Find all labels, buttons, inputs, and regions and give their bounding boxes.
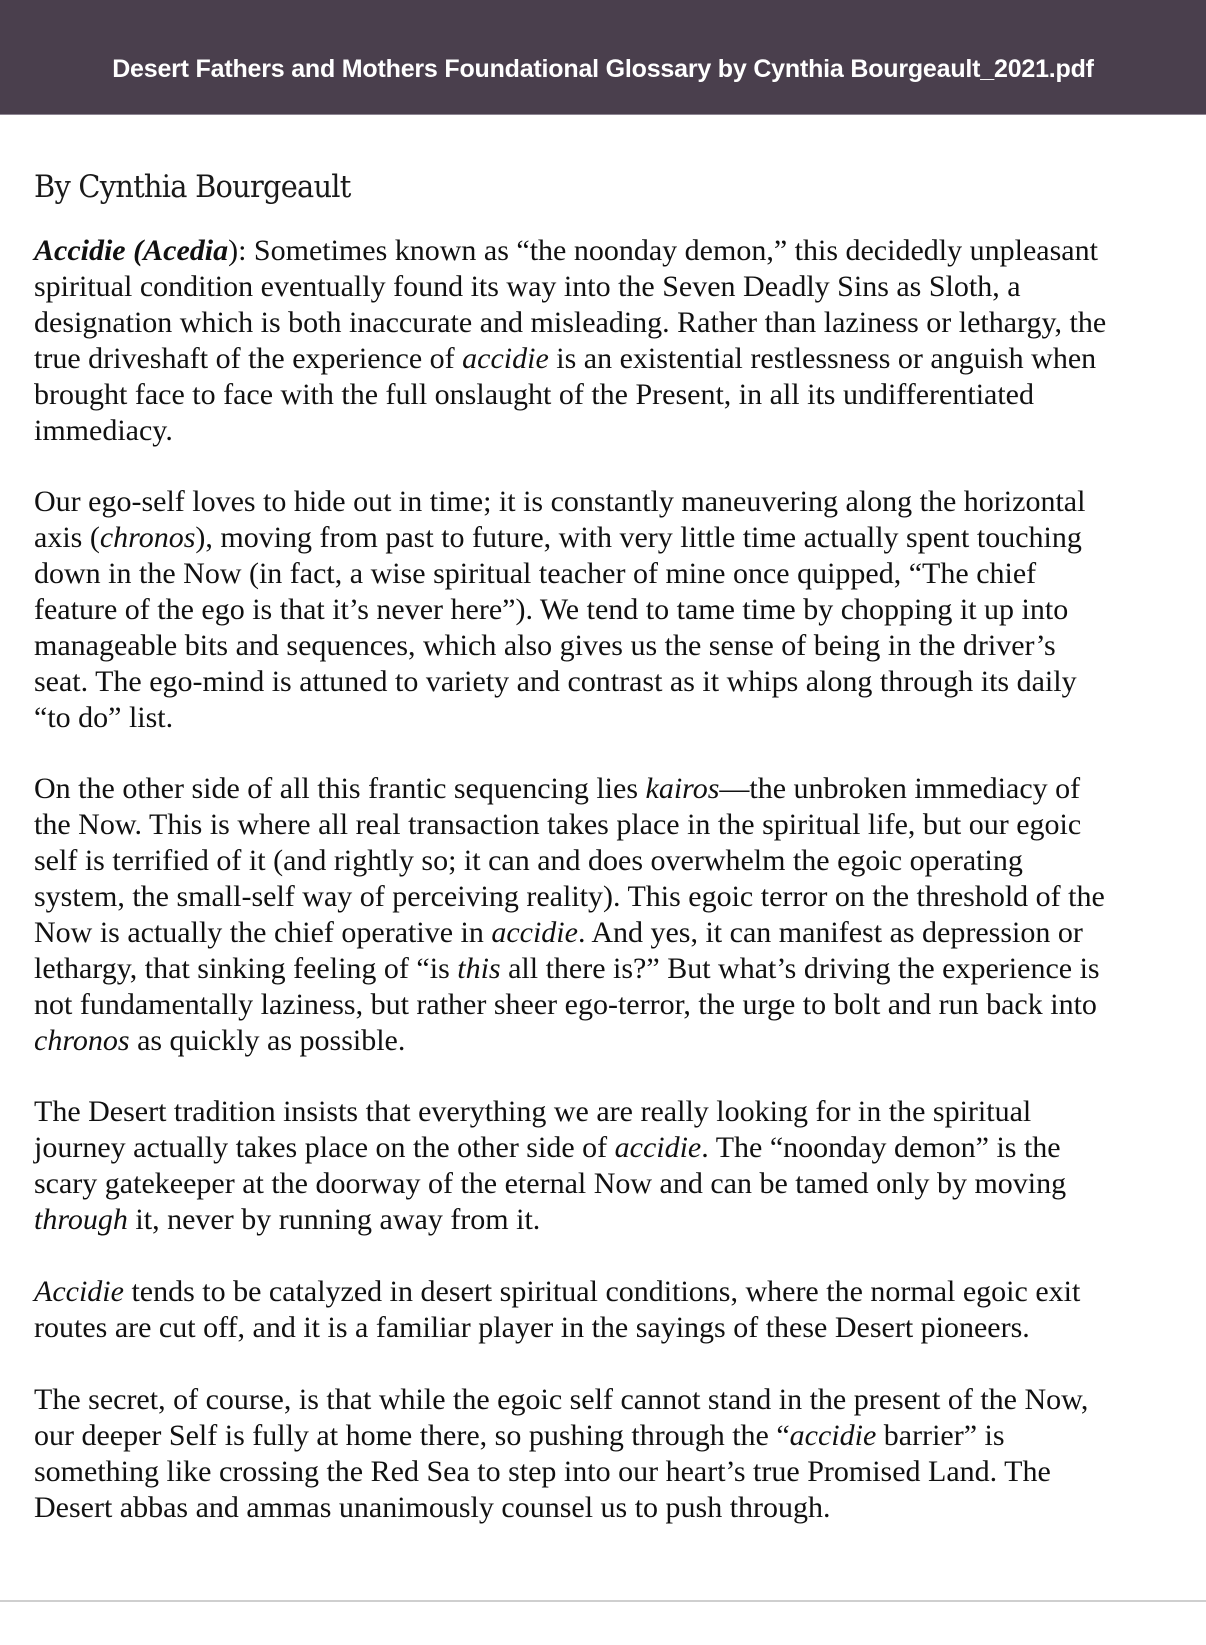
text-line: Accidie (Acedia): Sometimes known as “the noonday demon,” this decidedly unpleasant	[34, 234, 1098, 267]
paragraph-desert-tradition	[34, 1094, 1206, 1238]
text-line: chronos as quickly as possible.	[34, 1024, 406, 1057]
text-line: through it, never by running away from it.	[34, 1203, 541, 1236]
text-line: something like crossing the Red Sea to step into our heart’s true Promised Land. The	[34, 1455, 1051, 1488]
text-line: Now is actually the chief operative in accidie. And yes, it can manifest as depression or	[34, 916, 1083, 949]
text-line: Our ego-self loves to hide out in time; it is constantly maneuvering along the horizontal	[34, 485, 1086, 518]
text-line: self is terrified of it (and rightly so; it can and does overwhelm the egoic operating	[34, 844, 1023, 877]
text-line: spiritual condition eventually found its way into the Seven Deadly Sins as Sloth, a	[34, 270, 1021, 303]
text-line: down in the Now (in fact, a wise spiritual teacher of mine once quipped, “The chief	[34, 557, 1037, 590]
author-byline: By Cynthia Bourgeault	[34, 169, 351, 205]
text-line: the Now. This is where all real transaction takes place in the spiritual life, but our egoic	[34, 808, 1082, 841]
text-line: lethargy, that sinking feeling of “is this all there is?” But what’s driving the experience is	[34, 952, 1100, 985]
text-line: feature of the ego is that it’s never here”). We tend to tame time by chopping it up into	[34, 593, 1069, 626]
paragraph-accidie-definition	[34, 233, 1206, 449]
text-line: brought face to face with the full onslaught of the Present, in all its undifferentiated	[34, 378, 1034, 411]
paragraph-kairos	[34, 771, 1206, 1059]
text-line: axis (chronos), moving from past to future, with very little time actually spent touching	[34, 521, 1082, 554]
text-line: Desert abbas and ammas unanimously counsel us to push through.	[34, 1491, 831, 1524]
text-line: not fundamentally laziness, but rather sheer ego-terror, the urge to bolt and run back into	[34, 988, 1097, 1021]
text-line: system, the small-self way of perceiving reality). This egoic terror on the threshold of the	[34, 880, 1105, 913]
text-line: The secret, of course, is that while the egoic self cannot stand in the present of the Now,	[34, 1383, 1089, 1416]
text-line: “to do” list.	[34, 701, 174, 734]
text-line: On the other side of all this frantic sequencing lies kairos—the unbroken immediacy of	[34, 772, 1081, 805]
text-line: routes are cut off, and it is a familiar player in the sayings of these Desert pioneers.	[34, 1311, 1030, 1344]
paragraph-ego-self-time	[34, 484, 1206, 736]
text-line: Accidie tends to be catalyzed in desert spiritual conditions, where the normal egoic exit	[34, 1275, 1081, 1308]
text-line: The Desert tradition insists that everything we are really looking for in the spiritual	[34, 1095, 1032, 1128]
paragraph-secret	[34, 1382, 1206, 1526]
glossary-term: Accidie (Acedia	[34, 234, 229, 267]
text-line: true driveshaft of the experience of accidie is an existential restlessness or anguish when	[34, 342, 1097, 375]
text-line: our deeper Self is fully at home there, so pushing through the “accidie barrier” is	[34, 1419, 1005, 1452]
text-line: scary gatekeeper at the doorway of the eternal Now and can be tamed only by moving	[34, 1167, 1067, 1200]
text-line: immediacy.	[34, 414, 173, 447]
document-title-bar	[0, 0, 1206, 115]
paragraph-catalyzed	[34, 1274, 1206, 1346]
document-title: Desert Fathers and Mothers Foundational Glossary by Cynthia Bourgeault_2021.pdf	[112, 55, 1094, 83]
text-line: journey actually takes place on the other side of accidie. The “noonday demon” is the	[34, 1131, 1061, 1164]
pdf-page[interactable]	[0, 115, 1206, 1602]
text-line: manageable bits and sequences, which also gives us the sense of being in the driver’s	[34, 629, 1056, 662]
text-line: designation which is both inaccurate and misleading. Rather than laziness or lethargy, the	[34, 306, 1107, 339]
text-line: seat. The ego-mind is attuned to variety and contrast as it whips along through its daily	[34, 665, 1077, 698]
